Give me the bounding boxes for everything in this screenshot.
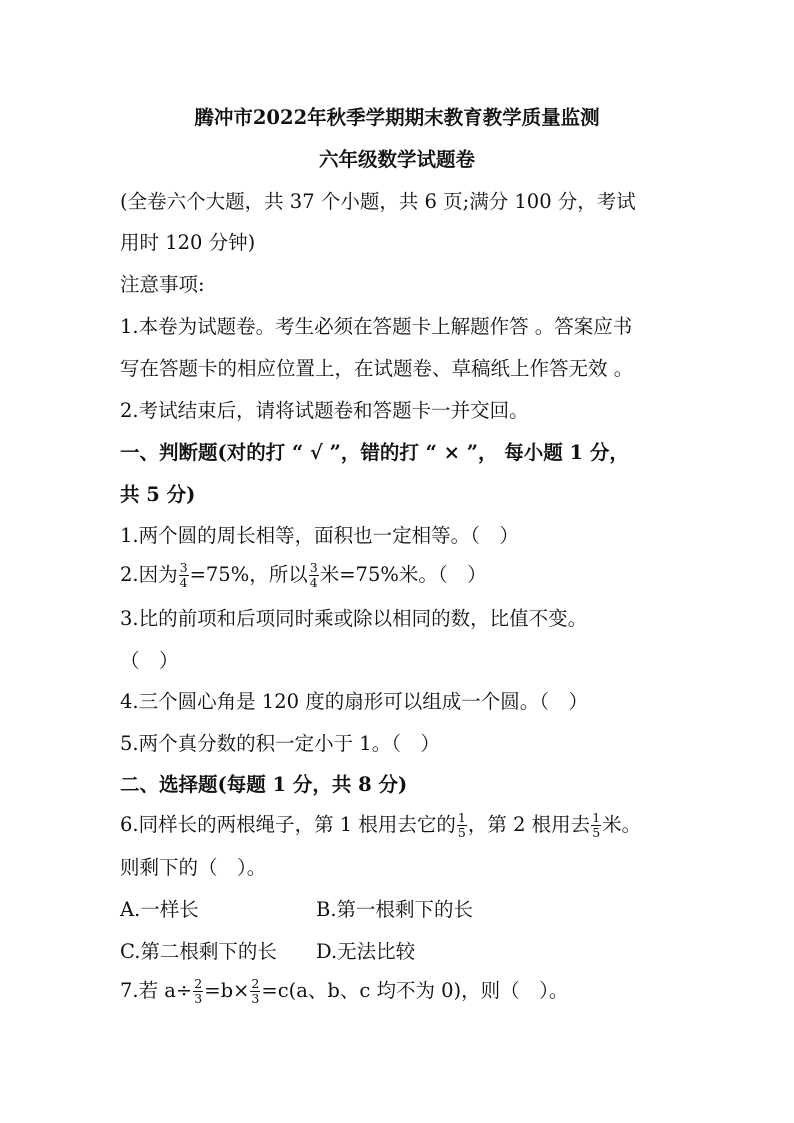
fraction-one-fifth: [591, 812, 601, 839]
question-2-prefix: 2.因为: [120, 563, 178, 586]
fraction-denominator: 5: [457, 825, 466, 840]
section-1-heading-line-1: 一、判断题(对的打 “ √ ”，错的打 “ × ”， 每小题 1 分，: [120, 441, 629, 464]
question-7: [120, 978, 690, 1005]
note-1-line-1: 1.本卷为试题卷。考生必须在答题卡上解题作答 。答案应书: [120, 315, 633, 338]
question-6-suffix: 米。: [602, 813, 642, 836]
question-6-line-2: 则剩下的（ ）。: [120, 856, 267, 879]
fraction-numerator: 3: [179, 560, 188, 575]
fraction-three-quarters: [309, 562, 319, 589]
question-6-line-1: [120, 812, 690, 839]
question-6-prefix: 6.同样长的两根绳子，第 1 根用去它的: [120, 813, 456, 836]
question-3-line-2: （ ）: [120, 649, 179, 672]
fraction-denominator: 4: [179, 575, 188, 590]
fraction-denominator: 5: [592, 825, 601, 840]
section-1-heading-line-2: 共 5 分): [120, 483, 196, 506]
note-1-line-2: 写在答题卡的相应位置上，在试题卷、草稿纸上作答无效 。: [120, 357, 634, 380]
exam-subtitle: 六年级数学试题卷: [318, 148, 475, 171]
exam-info-line-1: (全卷六个大题，共 37 个小题，共 6 页;满分 100 分，考试: [120, 190, 636, 213]
question-3-line-1: 3.比的前项和后项同时乘或除以相同的数，比值不变。: [120, 607, 588, 630]
option-b: B.第一根剩下的长: [316, 898, 474, 921]
fraction-numerator: 3: [309, 560, 318, 575]
notes-heading: 注意事项:: [120, 273, 205, 296]
fraction-numerator: 2: [251, 976, 260, 991]
fraction-three-quarters: [179, 562, 189, 589]
question-4: 4.三个圆心角是 120 度的扇形可以组成一个圆。（ ）: [120, 690, 588, 713]
fraction-numerator: 2: [194, 976, 203, 991]
section-2-heading: 二、选择题(每题 1 分，共 8 分): [120, 773, 408, 796]
fraction-numerator: 1: [592, 810, 601, 825]
question-5: 5.两个真分数的积一定小于 1。（ ）: [120, 732, 440, 755]
option-c: C.第二根剩下的长: [120, 940, 277, 963]
fraction-two-thirds: [250, 978, 260, 1005]
fraction-one-fifth: [457, 812, 467, 839]
question-2-mid: =75%，所以: [189, 563, 308, 586]
question-7-mid: =b×: [204, 979, 250, 1002]
note-2: 2.考试结束后，请将试题卷和答题卡一并交回。: [120, 399, 529, 422]
option-a: A.一样长: [120, 898, 199, 921]
question-1: 1.两个圆的周长相等，面积也一定相等。（ ）: [120, 524, 519, 547]
question-2: [120, 562, 690, 589]
fraction-denominator: 3: [194, 991, 203, 1006]
option-d: D.无法比较: [316, 940, 416, 963]
fraction-denominator: 4: [309, 575, 318, 590]
question-7-suffix: =c(a、b、c 均不为 0)，则（ ）。: [261, 979, 569, 1002]
fraction-two-thirds: [193, 978, 203, 1005]
fraction-denominator: 3: [251, 991, 260, 1006]
question-6-mid: ，第 2 根用去: [467, 813, 591, 836]
question-7-prefix: 7.若 a÷: [120, 979, 193, 1002]
exam-info-line-2: 用时 120 分钟): [120, 231, 256, 254]
fraction-numerator: 1: [457, 810, 466, 825]
exam-title: 腾冲市2022年秋季学期期末教育教学质量监测: [194, 106, 600, 129]
question-2-suffix: 米=75%米。（ ）: [319, 563, 487, 586]
